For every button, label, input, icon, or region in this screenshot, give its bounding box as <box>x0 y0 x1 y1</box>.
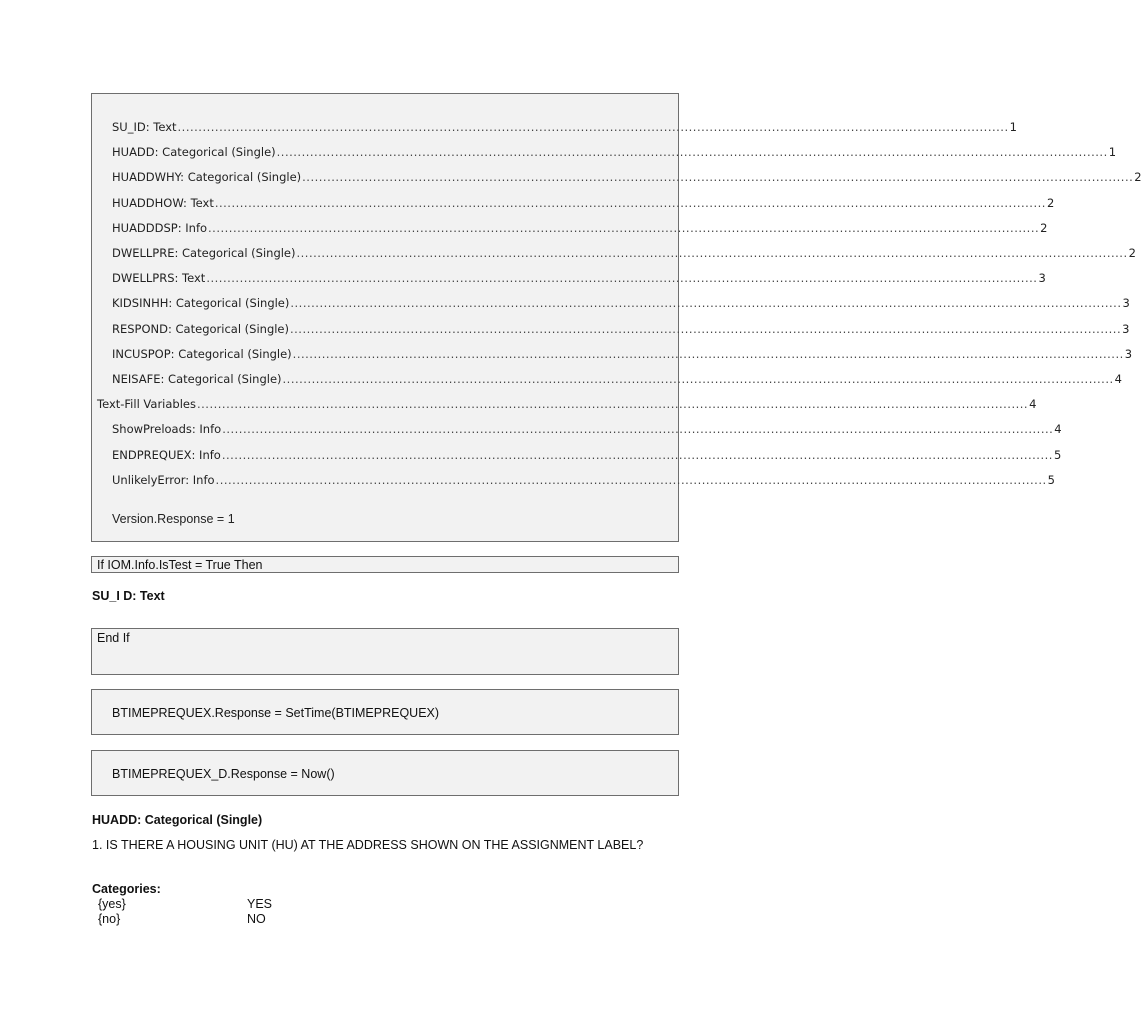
toc-entry[interactable] <box>112 472 1055 487</box>
toc-entry[interactable] <box>112 296 1130 311</box>
toc-entry-label: DWELLPRE: Categorical (Single) <box>112 246 296 260</box>
toc-entry[interactable] <box>112 321 1130 336</box>
toc-entry-label: UnlikelyError: Info <box>112 472 215 487</box>
category-code-yes: {yes} <box>98 897 126 911</box>
toc-leader-dots: ........................................................................................................................................................................................................ <box>222 422 1054 437</box>
toc-entry-page: 3 <box>1122 321 1130 336</box>
toc-entry-label: RESPOND: Categorical (Single) <box>112 321 289 336</box>
version-response-line: Version.Response = 1 <box>112 512 235 526</box>
toc-leader-dots: ........................................................................................................................................................................................................ <box>206 271 1038 286</box>
toc-entry-page: 1 <box>1009 120 1017 134</box>
toc-leader-dots: ........................................................................................................................................................................................................ <box>215 472 1047 487</box>
toc-entry-label: KIDSINHH: Categorical (Single) <box>112 296 290 311</box>
toc-entry-label: HUADDHOW: Text <box>112 195 214 210</box>
category-label-no: NO <box>247 912 266 926</box>
toc-entry-page: 2 <box>1046 195 1055 210</box>
toc-entry-page: 3 <box>1038 271 1046 286</box>
toc-leader-dots: ........................................................................................................................................................................................................ <box>302 170 1134 185</box>
toc-entry-page: 4 <box>1114 372 1122 386</box>
toc-entry-page: 2 <box>1134 170 1142 185</box>
toc-entry-label: DWELLPRS: Text <box>112 271 206 286</box>
toc-entry-label: NEISAFE: Categorical (Single) <box>112 372 282 386</box>
end-if-line: End If <box>97 631 130 645</box>
toc-entry-page: 1 <box>1108 145 1117 160</box>
category-code-no: {no} <box>98 912 121 926</box>
categories-label: Categories: <box>92 882 161 896</box>
toc-entry-page: 2 <box>1040 220 1048 235</box>
btimed-line: BTIMEPREQUEX_D.Response = Now() <box>112 767 335 781</box>
toc-entry[interactable] <box>112 422 1062 437</box>
toc-leader-dots: ........................................................................................................................................................................................................ <box>177 120 1009 134</box>
category-label-yes: YES <box>247 897 273 911</box>
toc-entry[interactable] <box>112 170 1142 185</box>
toc-leader-dots: ........................................................................................................................................................................................................ <box>276 145 1108 160</box>
toc-entry[interactable] <box>112 372 1122 386</box>
toc-leader-dots: ........................................................................................................................................................................................................ <box>221 447 1053 462</box>
toc-leader-dots: ........................................................................................................................................................................................................ <box>296 246 1128 260</box>
toc-entry-label: INCUSPOP: Categorical (Single) <box>112 346 292 361</box>
end-if-box <box>91 628 679 675</box>
btime-line: BTIMEPREQUEX.Response = SetTime(BTIMEPREQUEX) <box>112 706 440 720</box>
if-test-box <box>91 556 679 573</box>
toc-box <box>91 93 1142 542</box>
toc-entry-label: HUADD: Categorical (Single) <box>112 145 276 160</box>
huadd-question: 1. IS THERE A HOUSING UNIT (HU) AT THE ADDRESS SHOWN ON THE ASSIGNMENT LABEL? <box>92 838 644 852</box>
toc-entry-page: 4 <box>1029 397 1037 412</box>
if-test-line: If IOM.Info.IsTest = True Then <box>97 558 263 572</box>
su-id-heading: SU_I D: Text <box>92 589 165 603</box>
toc-leader-dots: ........................................................................................................................................................................................................ <box>282 372 1114 386</box>
toc-entry[interactable] <box>112 145 1117 160</box>
toc-entry-label: ShowPreloads: Info <box>112 422 222 437</box>
toc-entry-page: 3 <box>1124 346 1133 361</box>
toc-leader-dots: ........................................................................................................................................................................................................ <box>292 346 1124 361</box>
toc-entry[interactable] <box>112 220 1048 235</box>
toc-entry[interactable] <box>112 195 1055 210</box>
toc-entry[interactable] <box>97 397 1037 412</box>
toc-entry-label: Text-Fill Variables <box>97 397 196 412</box>
toc-leader-dots: ........................................................................................................................................................................................................ <box>214 195 1046 210</box>
btime-box <box>91 689 679 735</box>
toc-leader-dots: ........................................................................................................................................................................................................ <box>208 220 1040 235</box>
huadd-heading: HUADD: Categorical (Single) <box>92 813 263 827</box>
toc-entry[interactable] <box>112 447 1062 462</box>
toc-entry[interactable] <box>112 346 1133 361</box>
toc-entry-label: SU_ID: Text <box>112 120 177 134</box>
toc-entry-label: HUADDDSP: Info <box>112 220 208 235</box>
toc-entry-page: 5 <box>1053 447 1062 462</box>
toc-entry-page: 4 <box>1054 422 1062 437</box>
btimed-box <box>91 750 679 796</box>
toc-entry-page: 5 <box>1047 472 1055 487</box>
toc-entry-label: HUADDWHY: Categorical (Single) <box>112 170 302 185</box>
toc-entry-label: ENDPREQUEX: Info <box>112 447 221 462</box>
toc-entry[interactable] <box>112 120 1017 134</box>
toc-leader-dots: ........................................................................................................................................................................................................ <box>290 296 1122 311</box>
toc-leader-dots: ........................................................................................................................................................................................................ <box>290 321 1122 336</box>
toc-leader-dots: ........................................................................................................................................................................................................ <box>196 397 1029 412</box>
toc-entry-page: 3 <box>1122 296 1130 311</box>
toc-entry-page: 2 <box>1128 246 1136 260</box>
toc-entry[interactable] <box>112 246 1136 260</box>
toc-entry[interactable] <box>112 271 1046 286</box>
